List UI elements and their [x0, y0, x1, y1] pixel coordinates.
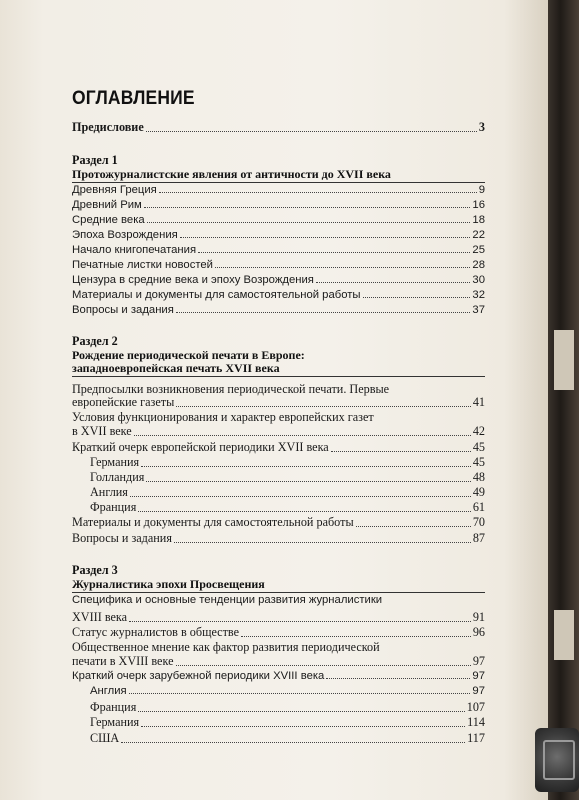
toc-entry: [72, 440, 485, 455]
toc-entry-title: печати в XVIII веке: [72, 654, 174, 668]
toc-entry-page: 32: [472, 289, 485, 301]
toc-entry-page: 37: [472, 304, 485, 316]
toc-entry-title: Средние века: [72, 214, 145, 226]
toc-entry: [72, 670, 485, 682]
dot-leader: [198, 251, 470, 253]
dot-leader: [129, 692, 471, 694]
toc-entry: [72, 199, 485, 211]
section-heading: западноевропейская печать XVII века: [72, 361, 280, 375]
toc-entry-page: 107: [466, 700, 485, 714]
dot-leader: [176, 664, 471, 666]
toc-entry-page: 96: [472, 625, 485, 639]
toc-entry: [72, 304, 485, 316]
section-heading: Журналистика эпохи Просвещения: [72, 577, 265, 591]
dot-leader: [138, 710, 464, 712]
toc-entry: [72, 654, 485, 669]
toc-entry-page: 117: [467, 731, 485, 745]
toc-entry-title: Франция: [90, 700, 137, 714]
toc-entry-title: Материалы и документы для самостоятельной работы: [72, 289, 361, 301]
toc-entry-title: европейские газеты: [72, 395, 175, 409]
toc-entry-page: 25: [472, 244, 485, 256]
dot-leader: [144, 206, 471, 208]
toc-entry-page: 9: [478, 184, 485, 196]
toc-entry-title: Эпоха Возрождения: [72, 229, 178, 241]
toc-entry-title: Общественное мнение как фактор развития периодической: [72, 640, 380, 654]
dot-leader: [241, 635, 471, 637]
toc-entry-page: 114: [467, 715, 485, 729]
dot-leader: [121, 741, 465, 743]
toc-entry: [72, 289, 485, 301]
toc-entry-page: 97: [472, 670, 485, 682]
toc-entry-title: XVIII века: [72, 610, 128, 624]
toc-entry: [72, 395, 485, 410]
scanner-logo-icon: [535, 728, 579, 792]
scanner-logo-frame: [543, 740, 575, 780]
dot-leader: [180, 236, 471, 238]
toc-entry-title: Краткий очерк зарубежной периодики XVIII века: [72, 670, 325, 682]
toc-entry: [90, 485, 485, 500]
dot-leader: [176, 311, 471, 313]
toc-entry-page: 18: [472, 214, 485, 226]
section-rule: [72, 376, 485, 377]
section-rule: [72, 592, 485, 593]
toc-entry-title: Начало книгопечатания: [72, 244, 197, 256]
toc-entry-page: 42: [472, 424, 485, 438]
dot-leader: [146, 480, 470, 482]
dot-leader: [174, 541, 471, 543]
dot-leader: [129, 620, 471, 622]
dot-leader: [331, 450, 471, 452]
toc-entry: [90, 700, 485, 715]
toc-entry: [72, 424, 485, 439]
page-title: ОГЛАВЛЕНИЕ: [72, 88, 195, 109]
dot-leader: [215, 266, 470, 268]
dot-leader: [316, 281, 470, 283]
toc-entry-title: Краткий очерк европейской периодики XVII века: [72, 440, 329, 454]
toc-entry-title: Англия: [90, 485, 128, 499]
dot-leader: [141, 725, 465, 727]
toc-entry-page: 49: [472, 485, 485, 499]
toc-entry: [90, 455, 485, 470]
toc-entry-page: 87: [472, 531, 485, 545]
toc-entry-title: Германия: [90, 715, 140, 729]
toc-entry-title: Статус журналистов в обществе: [72, 625, 239, 639]
toc-entry-page: 91: [472, 610, 485, 624]
toc-entry-title: в XVII веке: [72, 424, 132, 438]
toc-entry-page: 45: [472, 455, 485, 469]
dot-leader: [326, 677, 470, 679]
toc-entry: [72, 594, 485, 606]
toc-entry: [90, 685, 485, 697]
dot-leader: [141, 465, 471, 467]
section-label: Раздел 2: [72, 334, 118, 348]
toc-entry: [72, 184, 485, 196]
toc-entry-title: Голландия: [90, 470, 145, 484]
toc-entry: [72, 610, 485, 625]
toc-entry-title: Цензура в средние века и эпоху Возрождения: [72, 274, 314, 286]
toc-entry-title: Вопросы и задания: [72, 304, 174, 316]
toc-entry-title: Предисловие: [72, 120, 144, 134]
page-edge: [554, 330, 574, 390]
toc-entry-page: 22: [472, 229, 485, 241]
toc-entry-title: Франция: [90, 500, 137, 514]
section-rule: [72, 182, 485, 183]
toc-entry-page: 70: [472, 515, 485, 529]
dot-leader: [146, 130, 477, 132]
toc-entry: [72, 640, 485, 655]
toc-entry-preface: [72, 120, 485, 135]
toc-entry: [72, 625, 485, 640]
toc-entry-page: 3: [478, 120, 485, 134]
toc-entry: [72, 531, 485, 546]
toc-entry-page: 61: [472, 500, 485, 514]
toc-entry-title: Германия: [90, 455, 140, 469]
toc-entry-title: Материалы и документы для самостоятельной работы: [72, 515, 354, 529]
toc-entry: [90, 731, 485, 746]
toc-entry: [72, 259, 485, 271]
toc-entry-title: Условия функционирования и характер европейских газет: [72, 410, 374, 424]
toc-entry: [72, 214, 485, 226]
toc-entry: [90, 715, 485, 730]
dot-leader: [356, 525, 471, 527]
book-binding: [548, 0, 579, 800]
toc-entry-page: 48: [472, 470, 485, 484]
section-label: Раздел 1: [72, 153, 118, 167]
dot-leader: [147, 221, 471, 223]
toc-entry-page: 41: [472, 395, 485, 409]
toc-entry-title: Англия: [90, 685, 127, 697]
toc-entry: [90, 500, 485, 515]
toc-entry-title: Специфика и основные тенденции развития журналистики: [72, 594, 383, 606]
toc-entry: [90, 470, 485, 485]
dot-leader: [130, 495, 471, 497]
dot-leader: [138, 510, 471, 512]
toc-entry: [72, 410, 485, 425]
toc-entry: [72, 244, 485, 256]
section-label: Раздел 3: [72, 563, 118, 577]
toc-entry-title: Древний Рим: [72, 199, 142, 211]
dot-leader: [159, 191, 477, 193]
toc-entry: [72, 229, 485, 241]
toc-entry-page: 16: [472, 199, 485, 211]
toc-entry-page: 97: [472, 654, 485, 668]
toc-entry-page: 28: [472, 259, 485, 271]
dot-leader: [176, 405, 471, 407]
toc-entry-title: Вопросы и задания: [72, 531, 172, 545]
section-heading: Протожурналистские явления от античности до XVII века: [72, 167, 391, 181]
page-edge: [554, 610, 574, 660]
toc-entry: [72, 515, 485, 530]
section-heading: Рождение периодической печати в Европе:: [72, 348, 305, 362]
toc-entry-page: 30: [472, 274, 485, 286]
toc-entry-title: Предпосылки возникновения периодической печати. Первые: [72, 382, 390, 396]
dot-leader: [134, 434, 471, 436]
toc-entry: [72, 274, 485, 286]
toc-entry-title: США: [90, 731, 120, 745]
toc-entry-title: Древняя Греция: [72, 184, 157, 196]
dot-leader: [363, 296, 471, 298]
toc-entry-page: 97: [472, 685, 485, 697]
toc-entry-page: 45: [472, 440, 485, 454]
toc-entry-title: Печатные листки новостей: [72, 259, 213, 271]
